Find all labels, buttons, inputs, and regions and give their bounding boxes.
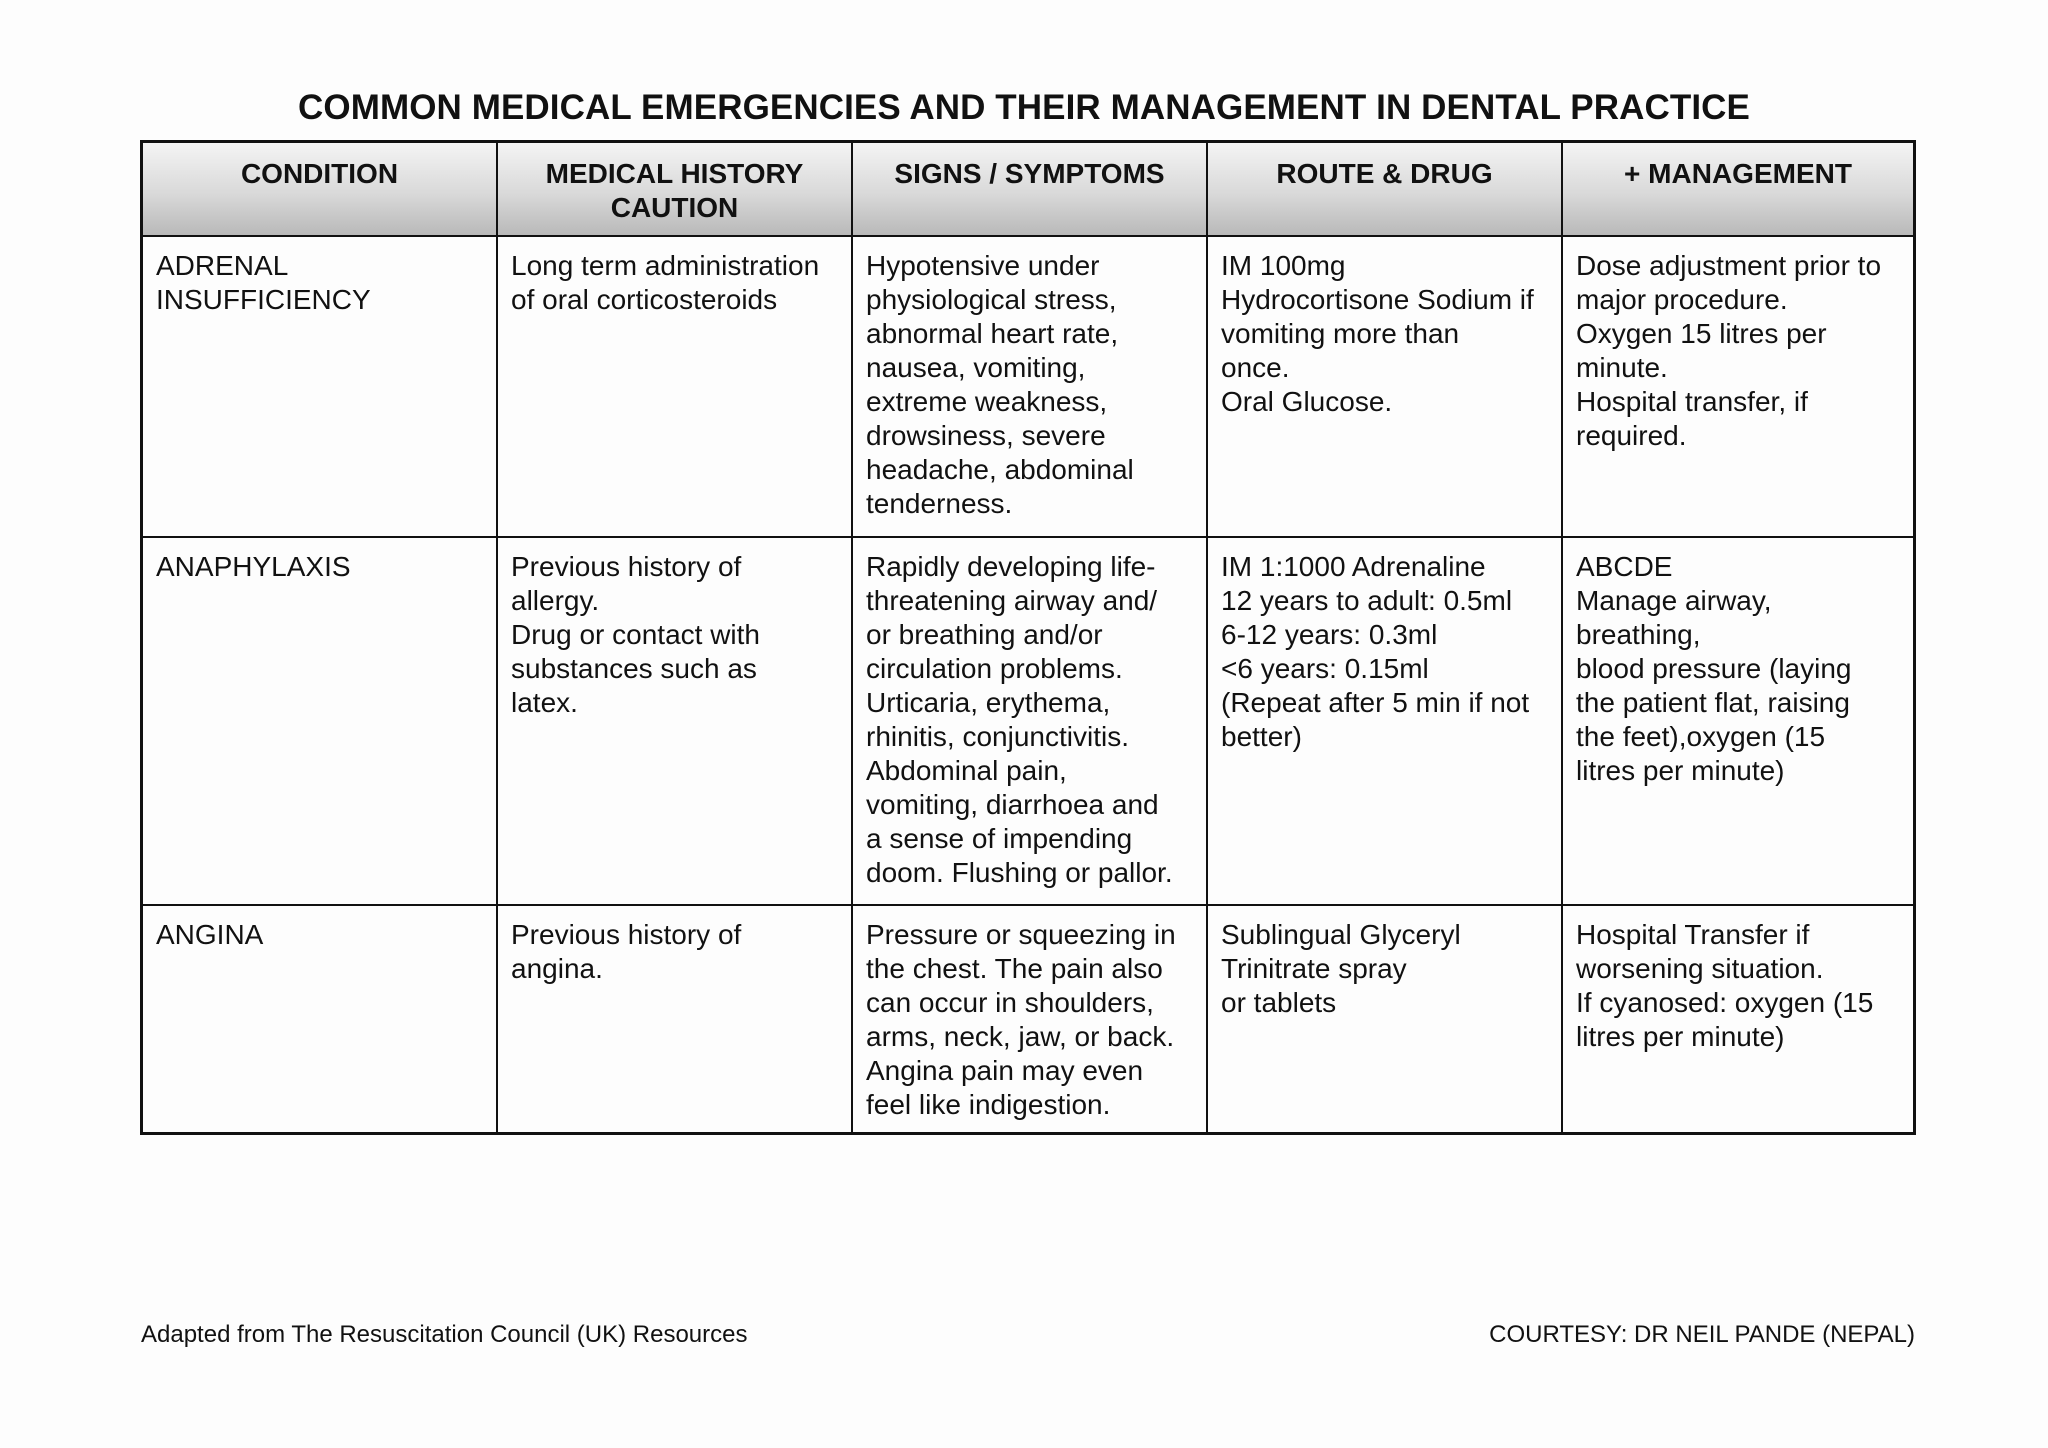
courtesy-credit: COURTESY: DR NEIL PANDE (NEPAL) <box>1489 1321 1915 1348</box>
table-cell-route-drug: Sublingual Glyceryl Trinitrate spray or tablets <box>1208 906 1563 1132</box>
table-cell-route-drug: IM 1:1000 Adrenaline 12 years to adult: 0.5ml 6-12 years: 0.3ml <6 years: 0.15ml (Repeat after 5 min if not better) <box>1208 538 1563 906</box>
table-cell-signs-symptoms: Hypotensive under physiological stress, abnormal heart rate, nausea, vomiting, extreme weakness, drowsiness, severe headache, abdominal tenderness. <box>853 237 1208 538</box>
table-cell-route-drug: IM 100mg Hydrocortisone Sodium if vomiting more than once. Oral Glucose. <box>1208 237 1563 538</box>
table-cell-management: Dose adjustment prior to major procedure. Oxygen 15 litres per minute. Hospital transfer, if required. <box>1563 237 1913 538</box>
table-cell-condition: ANAPHYLAXIS <box>143 538 498 906</box>
source-credit: Adapted from The Resuscitation Council (UK) Resources <box>141 1321 748 1348</box>
table-cell-management: ABCDE Manage airway, breathing, blood pressure (laying the patient flat, raising the feet),oxygen (15 litres per minute) <box>1563 538 1913 906</box>
table-grid <box>143 143 1913 1132</box>
header-medical-history-caution: MEDICAL HISTORY CAUTION <box>498 143 853 237</box>
table-cell-condition: ADRENAL INSUFFICIENCY <box>143 237 498 538</box>
table-cell-medical-history: Long term administration of oral corticosteroids <box>498 237 853 538</box>
header-route-drug: ROUTE & DRUG <box>1208 143 1563 237</box>
header-signs-symptoms: SIGNS / SYMPTOMS <box>853 143 1208 237</box>
table-cell-condition: ANGINA <box>143 906 498 1132</box>
table-cell-signs-symptoms: Rapidly developing life- threatening airway and/ or breathing and/or circulation problems. Urticaria, erythema, rhinitis, conjunctivitis. Abdominal pain, vomiting, diarrhoea and a sense of impending doom. Flushing or pallor. <box>853 538 1208 906</box>
header-condition: CONDITION <box>143 143 498 237</box>
emergencies-table <box>140 140 1916 1135</box>
page-title: COMMON MEDICAL EMERGENCIES AND THEIR MANAGEMENT IN DENTAL PRACTICE <box>298 88 1750 127</box>
table-cell-management: Hospital Transfer if worsening situation. If cyanosed: oxygen (15 litres per minute) <box>1576 919 1874 1052</box>
header-management: + MANAGEMENT <box>1563 143 1913 237</box>
table-cell-medical-history: Previous history of angina. <box>498 906 853 1132</box>
table-cell-medical-history: Previous history of allergy. Drug or contact with substances such as latex. <box>498 538 853 906</box>
table-cell-signs-symptoms: Pressure or squeezing in the chest. The pain also can occur in shoulders, arms, neck, jaw, or back. Angina pain may even feel like indigestion. <box>853 906 1208 1132</box>
